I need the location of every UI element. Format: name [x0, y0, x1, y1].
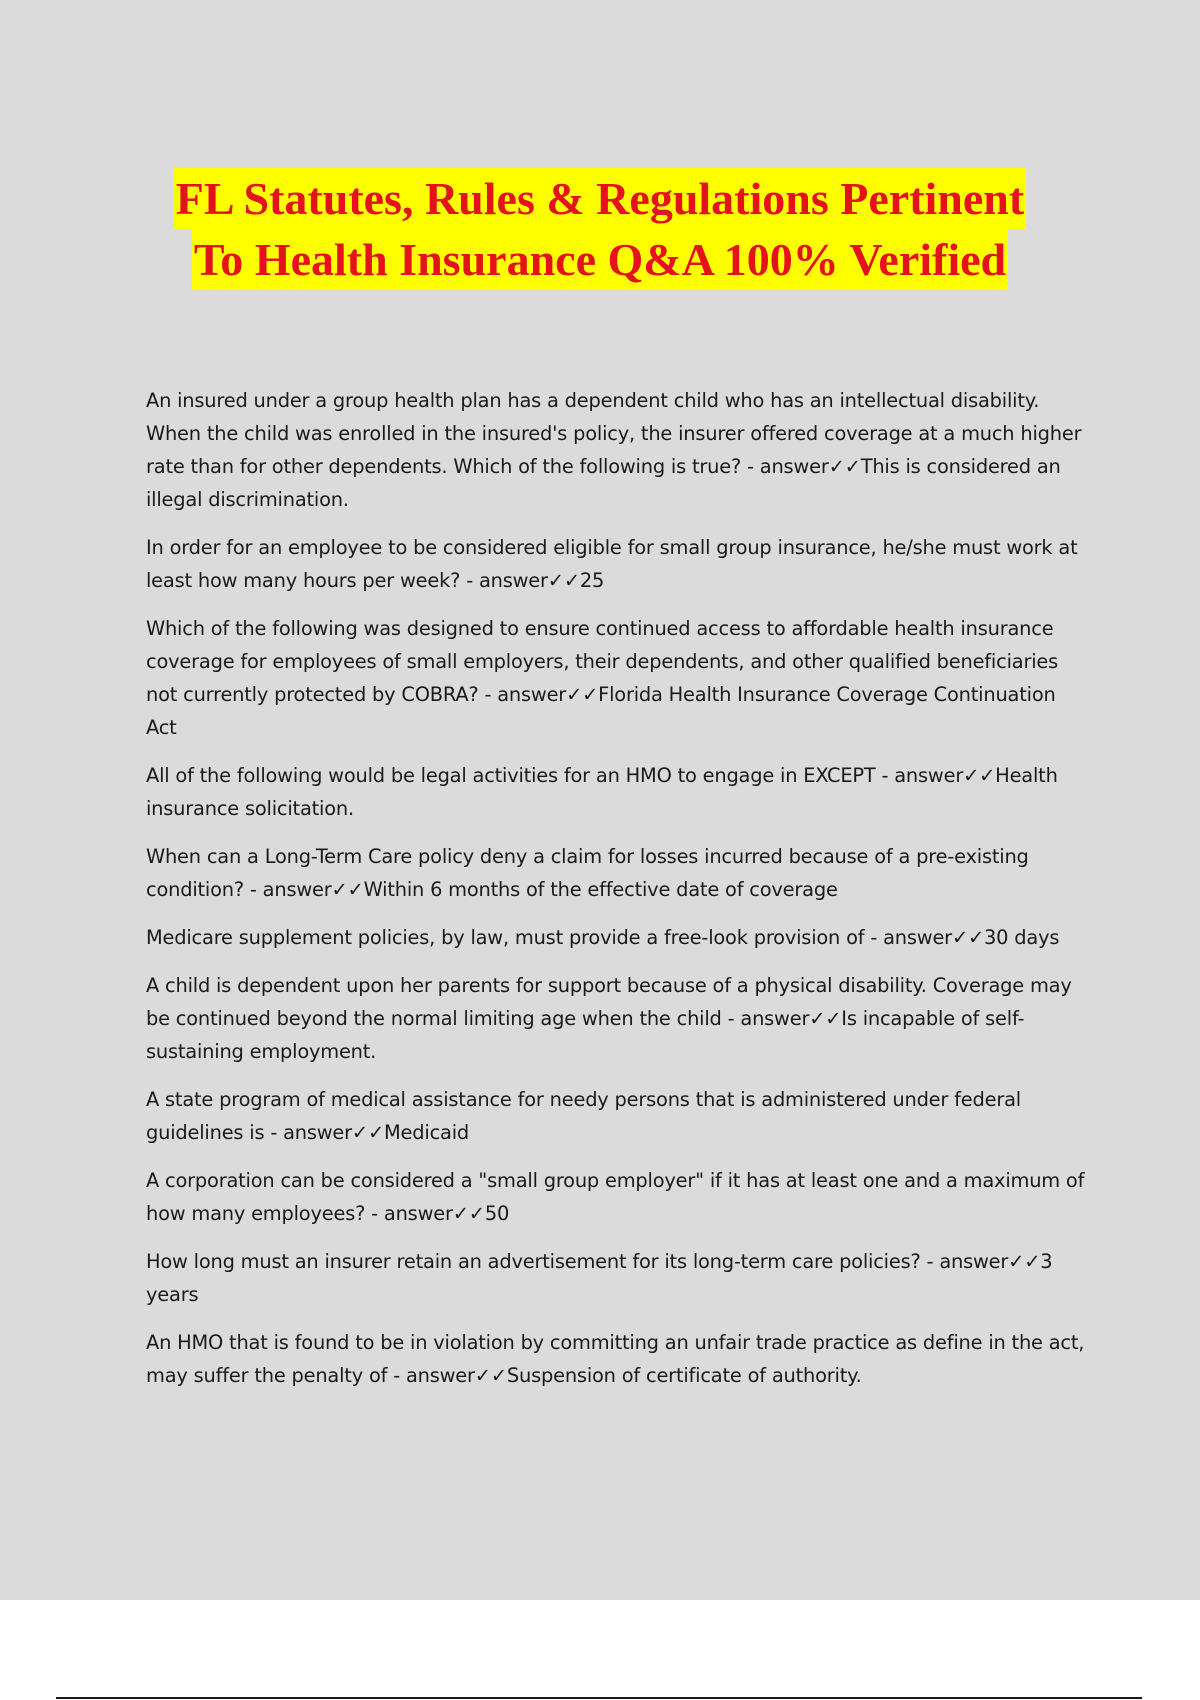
- qa-item: When can a Long-Term Care policy deny a claim for losses incurred because of a pre-existing condition? - answer✓✓Within 6 months of the effective date of coverage: [146, 845, 1029, 901]
- qa-item: A state program of medical assistance for needy persons that is administered under federal guidelines is - answer✓✓Medicaid: [146, 1088, 1021, 1144]
- qa-item: A child is dependent upon her parents for support because of a physical disability. Coverage may be continued beyond the normal limiting age when the child - answer✓✓Is incapable of self-sustaining employment.: [146, 974, 1072, 1063]
- qa-item: In order for an employee to be considered eligible for small group insurance, he/she must work at least how many hours per week? - answer✓✓25: [146, 536, 1078, 592]
- qa-item: All of the following would be legal activities for an HMO to engage in EXCEPT - answer✓✓Health insurance solicitation.: [146, 764, 1058, 820]
- qa-item: An insured under a group health plan has a dependent child who has an intellectual disability. When the child was enrolled in the insured's policy, the insurer offered coverage at a much higher rate than for other dependents. Which of the following is true? - answer✓✓This is considered an illegal discrimination.: [146, 389, 1082, 511]
- title-line-1: FL Statutes, Rules & Regulations Pertinent: [174, 168, 1026, 229]
- qa-list: [146, 384, 1090, 1407]
- qa-item: Which of the following was designed to ensure continued access to affordable health insurance coverage for employees of small employers, their dependents, and other qualified beneficiaries not currently protected by COBRA? - answer✓✓Florida Health Insurance Coverage Continuation Act: [146, 617, 1059, 739]
- qa-item: Medicare supplement policies, by law, must provide a free-look provision of - answer✓✓30 days: [146, 926, 1060, 949]
- footer-divider: [56, 1697, 1142, 1699]
- title-line-2: To Health Insurance Q&A 100% Verified: [192, 229, 1008, 290]
- document-title: [0, 168, 1200, 290]
- qa-item: How long must an insurer retain an advertisement for its long-term care policies? - answer✓✓3 years: [146, 1250, 1053, 1306]
- qa-item: A corporation can be considered a "small group employer" if it has at least one and a maximum of how many employees? - answer✓✓50: [146, 1169, 1085, 1225]
- qa-item: An HMO that is found to be in violation by committing an unfair trade practice as define in the act, may suffer the penalty of - answer✓✓Suspension of certificate of authority.: [146, 1331, 1085, 1387]
